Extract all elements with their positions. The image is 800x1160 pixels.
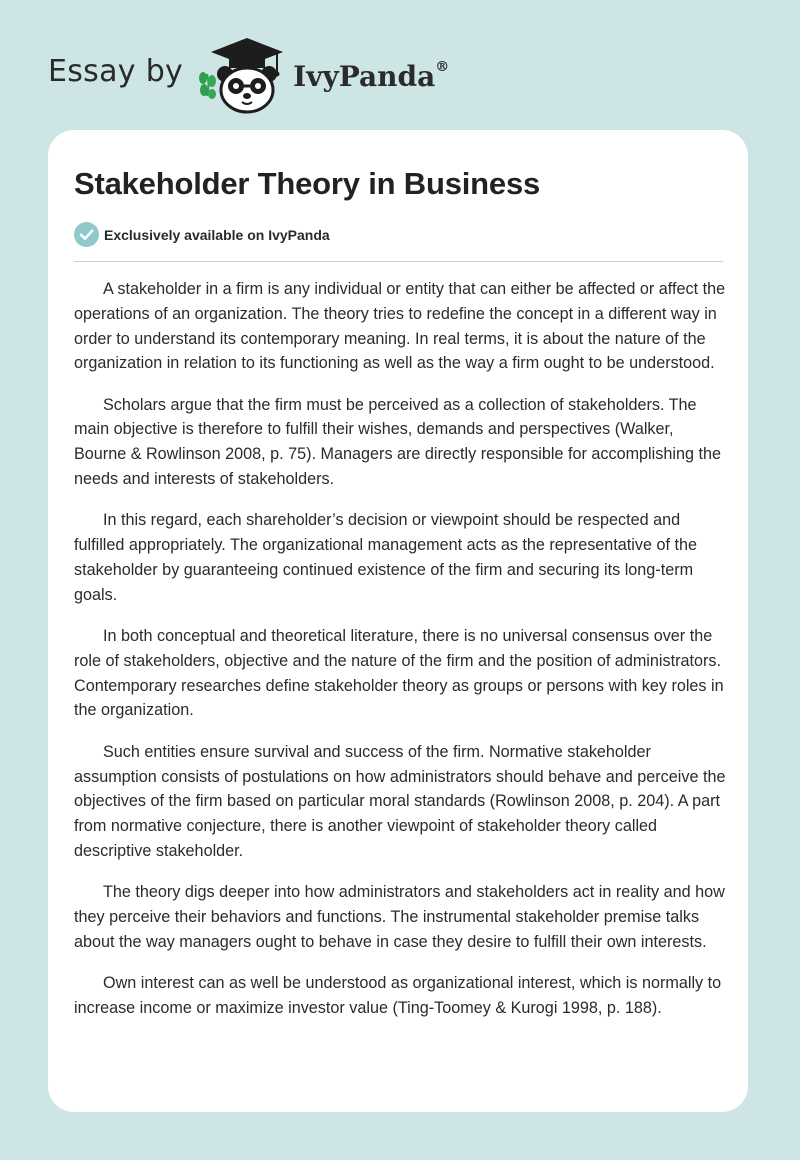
- exclusive-badge: [74, 222, 330, 247]
- paragraph: Such entities ensure survival and success of the firm. Normative stakeholder assumption consists of postulations on how administrators should behave and perceive the objectives of the firm based on particular moral standards (Rowlinson 2008, p. 204). A part from normative conjecture, there is another viewpoint of stakeholder theory called descriptive stakeholder.: [74, 742, 726, 860]
- paragraph: In this regard, each shareholder’s decision or viewpoint should be respected and fulfilled appropriately. The organizational management acts as the representative of the stakeholder by guaranteeing continued existence of the firm and securing its long-term goals.: [74, 511, 697, 604]
- paragraph: The theory digs deeper into how administrators and stakeholders act in reality and how they perceive their behaviors and functions. The instrumental stakeholder premise talks about the way managers ought to behave in case they desire to fulfill their own interests.: [74, 883, 725, 951]
- essay-body: [74, 277, 726, 1037]
- check-circle-icon: [74, 222, 99, 247]
- paragraph: Own interest can as well be understood as organizational interest, which is normally to increase income or maximize investor value (Ting-Toomey & Kurogi 1998, p. 188).: [74, 974, 722, 1017]
- essay-card: [48, 130, 748, 1112]
- paragraph: In both conceptual and theoretical literature, there is no universal consensus over the role of stakeholders, objective and the nature of the firm and the position of administrators. Contemporary researches define stakeholder theory as groups or persons with key roles in the organization.: [74, 627, 724, 720]
- panda-graduate-icon: [197, 34, 289, 114]
- registered-mark: ®: [435, 59, 450, 76]
- essay-by-label: Essay by: [48, 53, 184, 89]
- exclusive-label: Exclusively available on IvyPanda: [104, 226, 330, 243]
- site-header: [48, 34, 449, 114]
- paragraph: A stakeholder in a firm is any individual or entity that can either be affected or affect the operations of an organization. The theory tries to redefine the concept in a different way in order to understand its contemporary meaning. In real terms, it is about the nature of the organization in relation to its functioning as well as the way a firm ought to be understood.: [74, 280, 726, 373]
- brand-name[interactable]: IvyPanda®: [293, 59, 450, 93]
- page-title: Stakeholder Theory in Business: [74, 166, 541, 201]
- title-divider: [74, 261, 723, 262]
- paragraph: Scholars argue that the firm must be perceived as a collection of stakeholders. The main objective is therefore to fulfill their wishes, demands and perspectives (Walker, Bourne & Rowlinson 2008, p. 75). Managers are directly responsible for accomplishing the needs and interests of stakeholders.: [74, 395, 721, 489]
